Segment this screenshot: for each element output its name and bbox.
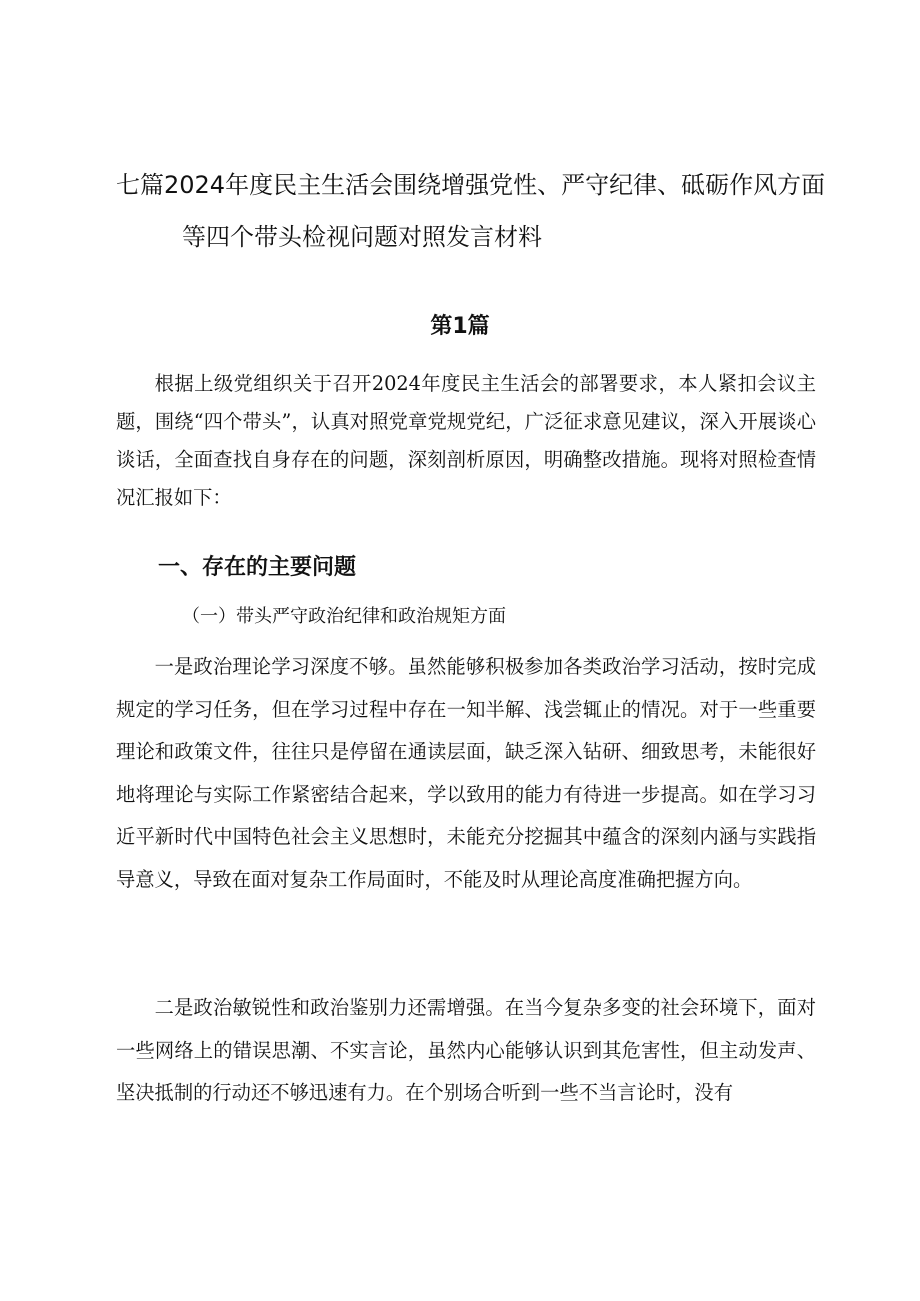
subsection-heading: （一）带头严守政治纪律和政治规矩方面 — [182, 606, 506, 627]
chapter-heading: 第1篇 — [430, 314, 490, 339]
body-paragraph-1: 一是政治理论学习深度不够。虽然能够积极参加各类政治学习活动，按时完成规定的学习任务，但在学习过程中存在一知半解、浅尝辄止的情况。对于一些重要理论和政策文件，往往只是停留在通读层面，缺乏深入钻研、细致思考，未能很好地将理论与实际工作紧密结合起来，学以致用的能力有待进一步提高。如在学习习近平新时代中国特色社会主义思想时，未能充分挖掘其中蕴含的深刻内涵与实践指导意义，导致在面对复杂工作局面时，不能及时从理论高度准确把握方向。 — [116, 655, 816, 891]
section-heading: 一、存在的主要问题 — [158, 555, 357, 580]
document-title-line-1: 七篇2024年度民主生活会围绕增强党性、严守纪律、砥砺作风方面 — [116, 171, 826, 199]
intro-paragraph: 根据上级党组织关于召开2024年度民主生活会的部署要求，本人紧扣会议主题，围绕“四个带头”，认真对照党章党规党纪，广泛征求意见建议，深入开展谈心谈话，全面查找自身存在的问题，深刻剖析原因，明确整改措施。现将对照检查情况汇报如下： — [116, 372, 816, 509]
document-title-line-2: 等四个带头检视问题对照发言材料 — [182, 223, 542, 251]
body-paragraph-2: 二是政治敏锐性和政治鉴别力还需增强。在当今复杂多变的社会环境下，面对一些网络上的错误思潮、不实言论，虽然内心能够认识到其危害性，但主动发声、坚决抵制的行动还不够迅速有力。在个别场合听到一些不当言论时，没有 — [116, 996, 816, 1104]
